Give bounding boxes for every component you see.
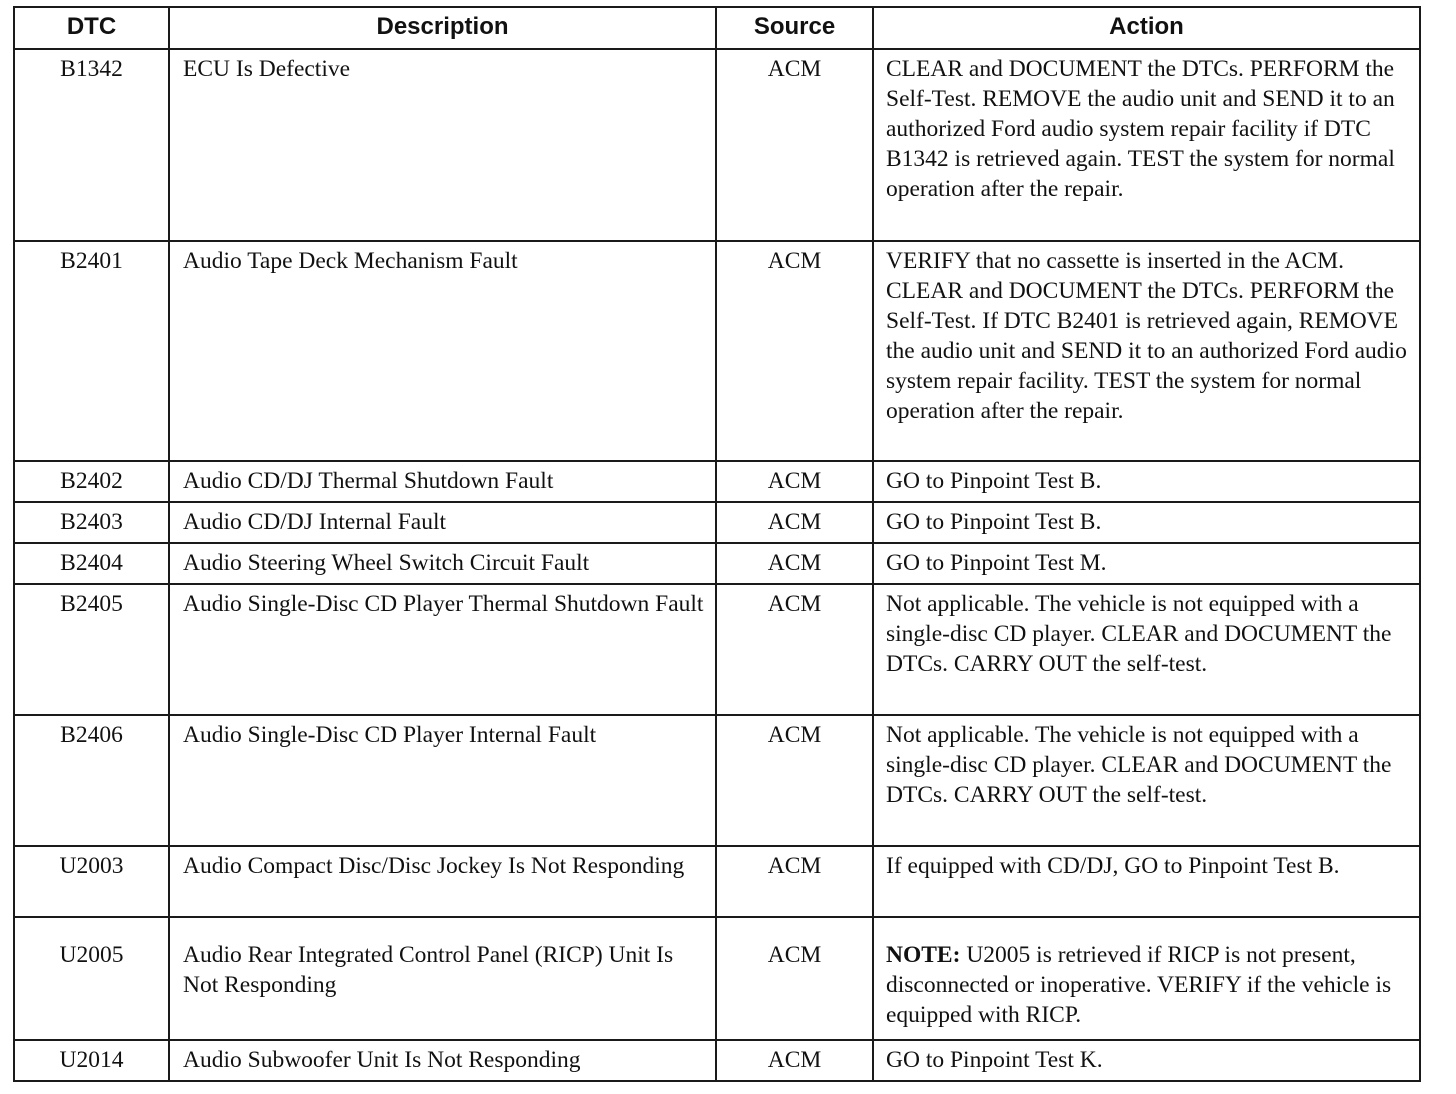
table-row: [14, 846, 1420, 917]
table-row: [14, 584, 1420, 715]
dtc-source: ACM: [716, 1040, 873, 1081]
header-dtc: DTC: [14, 7, 169, 49]
dtc-source: ACM: [716, 502, 873, 543]
dtc-description: Audio Compact Disc/Disc Jockey Is Not Responding: [169, 846, 716, 917]
note-text: U2005 is retrieved if RICP is not present, disconnected or inoperative. VERIFY if the vehicle is equipped with RICP.: [886, 942, 1392, 1028]
dtc-code: U2003: [14, 846, 169, 917]
dtc-code: B2403: [14, 502, 169, 543]
dtc-description: Audio Single-Disc CD Player Internal Fault: [169, 715, 716, 846]
dtc-table: [13, 6, 1421, 1082]
table-row: [14, 917, 1420, 1040]
note-label: NOTE:: [886, 942, 961, 968]
dtc-source: ACM: [716, 241, 873, 461]
header-description: Description: [169, 7, 716, 49]
dtc-source: ACM: [716, 917, 873, 1040]
dtc-code: B2405: [14, 584, 169, 715]
dtc-code: B2402: [14, 461, 169, 502]
dtc-code: U2014: [14, 1040, 169, 1081]
dtc-action: Not applicable. The vehicle is not equipped with a single-disc CD player. CLEAR and DOCUMENT the DTCs. CARRY OUT the self-test.: [873, 584, 1420, 715]
dtc-code: B2404: [14, 543, 169, 584]
dtc-action: Not applicable. The vehicle is not equipped with a single-disc CD player. CLEAR and DOCUMENT the DTCs. CARRY OUT the self-test.: [873, 715, 1420, 846]
dtc-source: ACM: [716, 543, 873, 584]
dtc-source: ACM: [716, 715, 873, 846]
dtc-description: Audio Rear Integrated Control Panel (RICP) Unit Is Not Responding: [169, 917, 716, 1040]
dtc-action: GO to Pinpoint Test K.: [873, 1040, 1420, 1081]
table-row: [14, 715, 1420, 846]
table-row: [14, 1040, 1420, 1081]
table-row: [14, 461, 1420, 502]
dtc-description: Audio Steering Wheel Switch Circuit Fault: [169, 543, 716, 584]
dtc-description: Audio Subwoofer Unit Is Not Responding: [169, 1040, 716, 1081]
dtc-action: [873, 917, 1420, 1040]
dtc-source: ACM: [716, 461, 873, 502]
header-row: [14, 7, 1420, 49]
dtc-source: ACM: [716, 49, 873, 241]
dtc-source: ACM: [716, 846, 873, 917]
dtc-description: ECU Is Defective: [169, 49, 716, 241]
dtc-action: GO to Pinpoint Test B.: [873, 502, 1420, 543]
dtc-action: If equipped with CD/DJ, GO to Pinpoint Test B.: [873, 846, 1420, 917]
dtc-code: B1342: [14, 49, 169, 241]
header-action: Action: [873, 7, 1420, 49]
dtc-description: Audio CD/DJ Thermal Shutdown Fault: [169, 461, 716, 502]
dtc-action: GO to Pinpoint Test M.: [873, 543, 1420, 584]
dtc-description: Audio CD/DJ Internal Fault: [169, 502, 716, 543]
dtc-code: B2401: [14, 241, 169, 461]
dtc-action: CLEAR and DOCUMENT the DTCs. PERFORM the Self-Test. REMOVE the audio unit and SEND it to an authorized Ford audio system repair facility if DTC B1342 is retrieved again. TEST the system for normal operation after the repair.: [873, 49, 1420, 241]
dtc-action: GO to Pinpoint Test B.: [873, 461, 1420, 502]
table-row: [14, 49, 1420, 241]
dtc-code: U2005: [14, 917, 169, 1040]
dtc-source: ACM: [716, 584, 873, 715]
dtc-description: Audio Tape Deck Mechanism Fault: [169, 241, 716, 461]
table-row: [14, 543, 1420, 584]
dtc-action: VERIFY that no cassette is inserted in the ACM. CLEAR and DOCUMENT the DTCs. PERFORM the Self-Test. If DTC B2401 is retrieved again, REMOVE the audio unit and SEND it to an authorized Ford audio system repair facility. TEST the system for normal operation after the repair.: [873, 241, 1420, 461]
dtc-code: B2406: [14, 715, 169, 846]
dtc-description: Audio Single-Disc CD Player Thermal Shutdown Fault: [169, 584, 716, 715]
header-source: Source: [716, 7, 873, 49]
table-row: [14, 241, 1420, 461]
table-row: [14, 502, 1420, 543]
